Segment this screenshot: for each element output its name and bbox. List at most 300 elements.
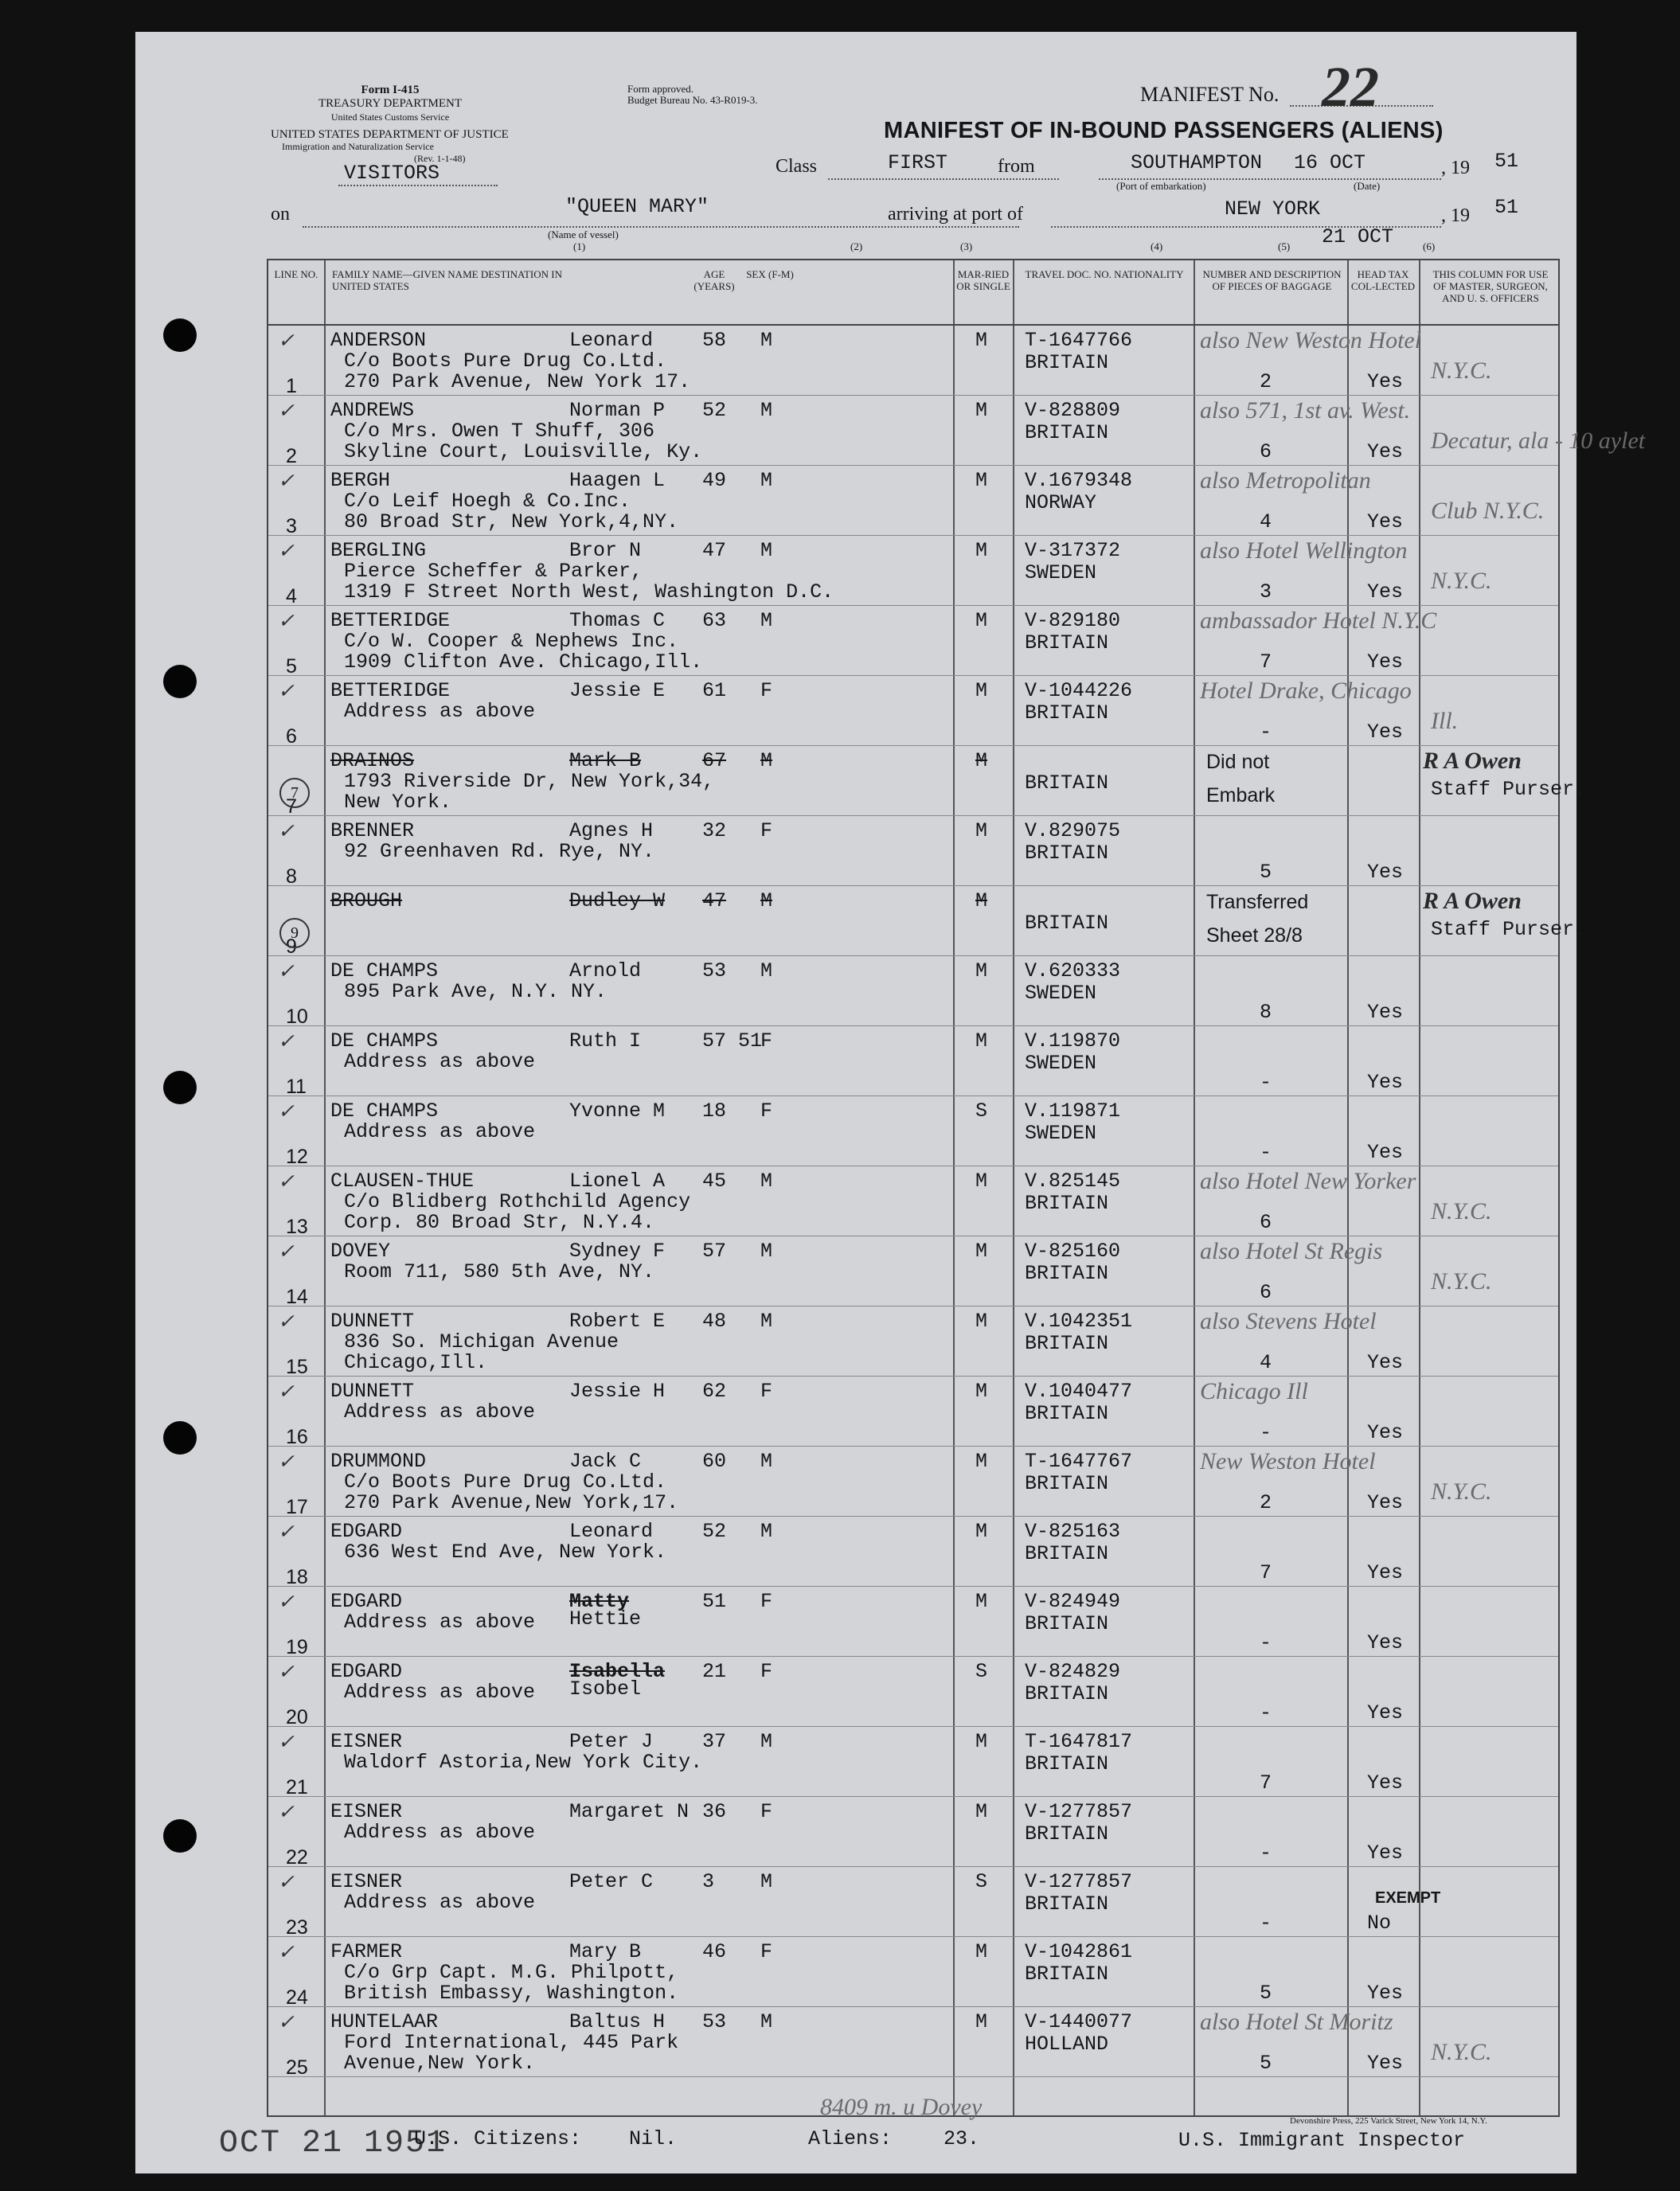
nationality: BRITAIN (1025, 1822, 1109, 1845)
line-check-mark: ✓ (278, 961, 295, 982)
address-line-2: 1319 F Street North West, Washington D.C. (344, 580, 834, 603)
nationality: BRITAIN (1025, 1542, 1109, 1565)
head-tax: Yes (1367, 1071, 1404, 1094)
family-name: DRAINOS (330, 749, 415, 772)
line-number: 9 (286, 935, 297, 958)
travel-doc-number: V-824829 (1025, 1660, 1121, 1683)
line-check-mark: ✓ (278, 1311, 295, 1333)
line-check-mark: ✓ (278, 541, 295, 562)
age: 49 (702, 469, 727, 492)
passenger-row (268, 1587, 1558, 1657)
given-name: Arnold (569, 959, 642, 982)
sex: M (760, 1240, 773, 1263)
age: 47 (702, 889, 727, 912)
baggage-count: 5 (1260, 2052, 1272, 2075)
on-label: on (271, 204, 290, 225)
line-number: 20 (286, 1706, 308, 1728)
line-check-mark: ✓ (278, 611, 295, 632)
nationality: SWEDEN (1025, 1122, 1097, 1145)
baggage-count: 7 (1260, 1561, 1272, 1584)
punch-hole (163, 1071, 197, 1104)
travel-doc-number: V.829075 (1025, 819, 1121, 842)
head-tax: Yes (1367, 1841, 1404, 1865)
given-name: Margaret N (569, 1800, 690, 1823)
address-line-1: C/o Boots Pure Drug Co.Ltd. (344, 1470, 667, 1494)
line-check-mark: ✓ (278, 1942, 295, 1963)
sex: F (760, 819, 773, 842)
given-name: Yvonne M (569, 1099, 666, 1123)
passenger-row (268, 1026, 1558, 1096)
marital-status: M (975, 1520, 988, 1543)
address-line-1: 1793 Riverside Dr, New York,34, (344, 770, 715, 793)
age: 53 (702, 2010, 727, 2033)
col-num-6: (6) (1423, 240, 1436, 252)
address-line-1: Address as above (344, 1400, 536, 1424)
travel-doc-number: V-825163 (1025, 1520, 1121, 1543)
marital-status: M (975, 1940, 988, 1963)
head-tax: Yes (1367, 510, 1404, 533)
sex: M (760, 889, 773, 912)
address-line-1: Address as above (344, 1120, 536, 1143)
officer-note-2: N.Y.C. (1431, 357, 1492, 384)
col-num-1: (1) (573, 240, 586, 252)
travel-doc-number: V-317372 (1025, 539, 1121, 562)
travel-doc-number: V.1679348 (1025, 469, 1133, 492)
marital-status: S (975, 1870, 988, 1893)
address-line-1: C/o Boots Pure Drug Co.Ltd. (344, 350, 667, 373)
sex: M (760, 1520, 773, 1543)
manifest-number: 22 (1322, 55, 1379, 119)
given-name: Leonard (569, 1520, 654, 1543)
address-line-1: C/o Mrs. Owen T Shuff, 306 (344, 420, 655, 443)
given-name: Ruth I (569, 1029, 642, 1053)
nationality: BRITAIN (1025, 1262, 1109, 1285)
line-check-mark: ✓ (278, 681, 295, 702)
line-check-mark: ✓ (278, 1521, 295, 1543)
line-number: 13 (286, 1216, 308, 1238)
vessel-caption: (Name of vessel) (548, 228, 619, 240)
age: 3 (702, 1870, 715, 1893)
travel-doc-number: V.119870 (1025, 1029, 1121, 1053)
passenger-row (268, 1166, 1558, 1236)
baggage-count: 6 (1260, 1281, 1272, 1304)
given-name: Peter C (569, 1870, 654, 1893)
from-label: from (998, 156, 1035, 177)
officer-note-1: Chicago Ill (1200, 1378, 1308, 1404)
family-name: DOVEY (330, 1240, 391, 1263)
head-tax: Yes (1367, 1982, 1404, 2005)
family-name: DRUMMOND (330, 1450, 427, 1473)
line-check-mark: ✓ (278, 471, 295, 492)
marital-status: M (975, 749, 988, 772)
family-name: BERGLING (330, 539, 427, 562)
head-tax: Yes (1367, 2052, 1404, 2075)
age: 51 (702, 1590, 727, 1613)
officer-note-2: Staff Purser. (1431, 778, 1587, 801)
age: 62 (702, 1380, 727, 1403)
given-name: Leonard (569, 329, 654, 352)
sex: F (760, 1800, 773, 1823)
address-line-2: Corp. 80 Broad Str, N.Y.4. (344, 1211, 655, 1234)
col-num-4: (4) (1151, 240, 1163, 252)
age: 57 (702, 1240, 727, 1263)
baggage-count: Transferred (1206, 891, 1309, 913)
approval-line-2: Budget Bureau No. 43-R019-3. (627, 94, 758, 106)
head-tax: Yes (1367, 1491, 1404, 1514)
age: 58 (702, 329, 727, 352)
address-line-2: New York. (344, 791, 452, 814)
manifest-table (267, 259, 1646, 2117)
address-line-1: C/o W. Cooper & Nephews Inc. (344, 630, 679, 653)
travel-doc-number: V.119871 (1025, 1099, 1121, 1123)
arrival-port: NEW YORK (1225, 197, 1321, 221)
age: 36 (702, 1800, 727, 1823)
line-number: 3 (286, 515, 297, 537)
line-check-mark: ✓ (278, 1662, 295, 1683)
form-number: Form I-415 (361, 84, 420, 96)
sex: M (760, 959, 773, 982)
given-name: Mark B (569, 749, 642, 772)
sex: M (760, 1870, 773, 1893)
given-name: Baltus H (569, 2010, 666, 2033)
officer-note-2: N.Y.C. (1431, 2039, 1492, 2065)
passenger-row (268, 1867, 1558, 1937)
passenger-row (268, 1447, 1558, 1517)
sex: M (760, 609, 773, 632)
marital-status: M (975, 1240, 988, 1263)
line-check-mark: ✓ (278, 1031, 295, 1053)
officer-note-1: also Hotel St Moritz (1200, 2009, 1393, 2035)
baggage-count: - (1260, 1141, 1272, 1164)
class-value: FIRST (888, 151, 948, 174)
line-number: 2 (286, 445, 297, 467)
line-check-mark: 7 (279, 778, 310, 808)
date-stamp: OCT 21 1951 (219, 2126, 447, 2162)
address-line-1: 636 West End Ave, New York. (344, 1541, 667, 1564)
passenger-row (268, 816, 1558, 886)
manifest-title: MANIFEST OF IN-BOUND PASSENGERS (ALIENS) (884, 118, 1444, 143)
address-line-1: 895 Park Ave, N.Y. NY. (344, 980, 608, 1003)
line-check-mark: ✓ (278, 1171, 295, 1193)
manifest-number-label: MANIFEST No. (1140, 83, 1280, 106)
officer-note-1: also New Weston Hotel (1200, 327, 1422, 353)
travel-doc-number: V.1040477 (1025, 1380, 1133, 1403)
age: 21 (702, 1660, 727, 1683)
address-line-2: Avenue,New York. (344, 2052, 536, 2075)
age: 47 (702, 539, 727, 562)
marital-status: S (975, 1660, 988, 1683)
nationality: BRITAIN (1025, 1472, 1109, 1495)
age: 57 51 (702, 1029, 763, 1053)
baggage-count: - (1260, 1071, 1272, 1094)
family-name: ANDERSON (330, 329, 427, 352)
given-name: Jack C (569, 1450, 642, 1473)
travel-doc-number: V-1042861 (1025, 1940, 1133, 1963)
visitors-label: VISITORS (344, 162, 440, 185)
passenger-row (268, 1657, 1558, 1727)
line-number: 21 (286, 1776, 308, 1798)
punch-hole (163, 1421, 197, 1455)
arrival-date: 21 OCT (1322, 225, 1394, 248)
line-check-mark: ✓ (278, 400, 295, 422)
travel-doc-number: V.825145 (1025, 1170, 1121, 1193)
age: 37 (702, 1730, 727, 1753)
address-line-1: C/o Leif Hoegh & Co.Inc. (344, 490, 631, 513)
line-check-mark: ✓ (278, 1732, 295, 1753)
nationality: BRITAIN (1025, 771, 1109, 795)
nationality: BRITAIN (1025, 1752, 1109, 1775)
address-line-2: Chicago,Ill. (344, 1351, 488, 1374)
nationality: BRITAIN (1025, 912, 1109, 935)
line-check-mark: ✓ (278, 330, 295, 352)
line-number: 18 (286, 1566, 308, 1588)
printer-credit: Devonshire Press, 225 Varick Street, New York 14, N.Y. (1290, 2116, 1487, 2126)
baggage-count: - (1260, 1912, 1272, 1935)
nationality: SWEDEN (1025, 561, 1097, 584)
nationality: SWEDEN (1025, 1052, 1097, 1075)
marital-status: M (975, 959, 988, 982)
age: 61 (702, 679, 727, 702)
officer-note-2: Ill. (1431, 708, 1459, 734)
nationality: BRITAIN (1025, 1892, 1109, 1916)
line-check-mark: ✓ (278, 1872, 295, 1893)
baggage-count: 2 (1260, 1491, 1272, 1514)
treasury-label: TREASURY DEPARTMENT (318, 97, 463, 110)
given-name: Dudley W (569, 889, 666, 912)
travel-doc-number: V.1042351 (1025, 1310, 1133, 1333)
given-name: Hettie (569, 1607, 642, 1631)
travel-doc-number: T-1647767 (1025, 1450, 1133, 1473)
marital-status: S (975, 1099, 988, 1123)
travel-doc-number: V-1277857 (1025, 1800, 1133, 1823)
nationality: BRITAIN (1025, 1192, 1109, 1215)
head-tax: Yes (1367, 1701, 1404, 1724)
age: 60 (702, 1450, 727, 1473)
col-header-married: MAR-RIED OR SINGLE (956, 268, 1010, 292)
line-number: 23 (286, 1916, 308, 1939)
marital-status: M (975, 1590, 988, 1613)
line-number: 5 (286, 655, 297, 678)
age: 45 (702, 1170, 727, 1193)
family-name: EDGARD (330, 1590, 403, 1613)
sex: M (760, 1730, 773, 1753)
baggage-count: 6 (1260, 440, 1272, 463)
officer-note-2: N.Y.C. (1431, 1478, 1492, 1505)
class-label: Class (776, 156, 818, 177)
sex: M (760, 469, 773, 492)
date-caption: (Date) (1354, 180, 1381, 192)
embarkation-date: 16 OCT (1294, 151, 1366, 174)
punch-hole (163, 665, 197, 698)
given-name: Jessie H (569, 1380, 666, 1403)
year-prefix-2: , 19 (1441, 205, 1470, 226)
nationality: BRITAIN (1025, 1402, 1109, 1425)
address-line-1: Waldorf Astoria,New York City. (344, 1751, 703, 1774)
col-header-travel-doc: TRAVEL DOC. NO. NATIONALITY (1025, 268, 1184, 280)
line-check-mark: ✓ (278, 1592, 295, 1613)
travel-doc-number: V-829180 (1025, 609, 1121, 632)
nationality: BRITAIN (1025, 351, 1109, 374)
family-name: EISNER (330, 1730, 403, 1753)
travel-doc-number: V.620333 (1025, 959, 1121, 982)
baggage-count: Did not (1206, 751, 1270, 773)
sex: M (760, 1450, 773, 1473)
address-line-2: 270 Park Avenue,New York,17. (344, 1491, 679, 1514)
officer-note-2: N.Y.C. (1431, 1198, 1492, 1224)
given-name: Haagen L (569, 469, 666, 492)
address-line-1: Address as above (344, 1611, 536, 1634)
family-name: BERGH (330, 469, 391, 492)
manifest-sheet (135, 32, 1646, 2173)
address-line-2: 270 Park Avenue, New York 17. (344, 370, 691, 393)
sex: F (760, 1380, 773, 1403)
officer-note-2: N.Y.C. (1431, 568, 1492, 594)
sex: M (760, 539, 773, 562)
col-header-age: AGE (YEARS) (693, 268, 735, 292)
line-number: 19 (286, 1636, 308, 1658)
justice-label: UNITED STATES DEPARTMENT OF JUSTICE (271, 128, 509, 141)
col-header-sex: SEX (F-M) (746, 268, 794, 280)
passenger-row (268, 606, 1558, 676)
head-tax: Yes (1367, 370, 1404, 393)
officer-note-2: Staff Purser. (1431, 918, 1587, 941)
vessel-name: "QUEEN MARY" (565, 195, 709, 218)
age: 32 (702, 819, 727, 842)
punch-hole (163, 1819, 197, 1853)
line-number: 14 (286, 1286, 308, 1308)
given-name: Agnes H (569, 819, 654, 842)
address-line-1: C/o Grp Capt. M.G. Philpott, (344, 1961, 679, 1984)
passenger-row (268, 1937, 1558, 2007)
officer-note-2: Club N.Y.C. (1431, 498, 1545, 524)
sex: F (760, 1029, 773, 1053)
col-header-line: LINE NO. (274, 268, 318, 280)
given-name: Sydney F (569, 1240, 666, 1263)
given-name: Norman P (569, 399, 666, 422)
age: 63 (702, 609, 727, 632)
marital-status: M (975, 469, 988, 492)
family-name: EISNER (330, 1870, 403, 1893)
passenger-row (268, 676, 1558, 746)
line-number: 12 (286, 1146, 308, 1168)
arrival-year: 51 (1494, 196, 1519, 219)
passenger-row (268, 466, 1558, 536)
address-line-1: 92 Greenhaven Rd. Rye, NY. (344, 840, 655, 863)
head-tax: Yes (1367, 1001, 1404, 1024)
officer-note-1: R A Owen (1423, 888, 1522, 914)
officer-note-1: ambassador Hotel N.Y.C (1200, 607, 1437, 634)
head-tax: Yes (1367, 580, 1404, 603)
family-name: DE CHAMPS (330, 1029, 439, 1053)
officer-note-1: EXEMPT (1375, 1889, 1441, 1907)
head-tax: Yes (1367, 1771, 1404, 1795)
family-name: EISNER (330, 1800, 403, 1823)
sex: F (760, 1099, 773, 1123)
baggage-count: 5 (1260, 861, 1272, 884)
marital-status: M (975, 1310, 988, 1333)
head-tax: Yes (1367, 1421, 1404, 1444)
passenger-row (268, 956, 1558, 1026)
aliens-value: 23. (944, 2127, 980, 2150)
nationality: BRITAIN (1025, 421, 1109, 444)
agency-block (271, 129, 509, 165)
line-number: 8 (286, 865, 297, 888)
address-line-1: Address as above (344, 1050, 536, 1073)
passenger-row (268, 746, 1587, 818)
marital-status: M (975, 1450, 988, 1473)
baggage-count: 5 (1260, 1982, 1272, 2005)
address-line-1: Pierce Scheffer & Parker, (344, 560, 643, 583)
line-number: 4 (286, 585, 297, 607)
head-tax: Yes (1367, 861, 1404, 884)
marital-status: M (975, 609, 988, 632)
arriving-label: arriving at port of (888, 204, 1023, 225)
given-name: Isobel (569, 1677, 642, 1701)
family-name: BETTERIDGE (330, 679, 451, 702)
family-name: CLAUSEN-THUE (330, 1170, 475, 1193)
passenger-row (268, 886, 1587, 958)
approval-block (627, 84, 758, 106)
family-name: EDGARD (330, 1520, 403, 1543)
col-header-name: FAMILY NAME—GIVEN NAME DESTINATION IN UNITED STATES (332, 268, 563, 292)
embarkation-port: SOUTHAMPTON (1131, 151, 1263, 174)
year-prefix: , 19 (1441, 158, 1470, 178)
officer-note-1: also Hotel New Yorker (1200, 1168, 1416, 1194)
line-number: 6 (286, 725, 297, 748)
aliens-label: Aliens: (808, 2127, 893, 2150)
marital-status: M (975, 1730, 988, 1753)
given-name: Peter J (569, 1730, 654, 1753)
line-number: 15 (286, 1356, 308, 1378)
col-num-3: (3) (960, 240, 973, 252)
head-tax: Yes (1367, 440, 1404, 463)
travel-doc-number: V-1044226 (1025, 679, 1133, 702)
head-tax: Yes (1367, 1631, 1404, 1654)
travel-doc-number: T-1647817 (1025, 1730, 1133, 1753)
baggage-count: - (1260, 721, 1272, 744)
head-tax: Yes (1367, 721, 1404, 744)
sex: M (760, 2010, 773, 2033)
travel-doc-number: T-1647766 (1025, 329, 1133, 352)
marital-status: M (975, 819, 988, 842)
nationality: BRITAIN (1025, 1332, 1109, 1355)
travel-doc-number: V-828809 (1025, 399, 1121, 422)
nationality: BRITAIN (1025, 631, 1109, 654)
line-check-mark: 9 (279, 918, 310, 948)
officer-note-1: also 571, 1st av. West. (1200, 397, 1411, 424)
marital-status: M (975, 1800, 988, 1823)
given-name: Lionel A (569, 1170, 666, 1193)
line-check-mark: ✓ (278, 1451, 295, 1473)
line-number: 10 (286, 1006, 308, 1028)
baggage-count: 4 (1260, 1351, 1272, 1374)
marital-status: M (975, 2010, 988, 2033)
given-name: Bror N (569, 539, 642, 562)
ins-label: Immigration and Naturalization Service (282, 141, 434, 152)
sex: M (760, 749, 773, 772)
family-name: DE CHAMPS (330, 959, 439, 982)
family-name: BETTERIDGE (330, 609, 451, 632)
marital-status: M (975, 1380, 988, 1403)
sex: M (760, 329, 773, 352)
age: 46 (702, 1940, 727, 1963)
age: 67 (702, 749, 727, 772)
officer-note-1: also Stevens Hotel (1200, 1308, 1377, 1334)
passenger-row (268, 1096, 1558, 1166)
nationality: BRITAIN (1025, 1612, 1109, 1635)
family-name: BROUGH (330, 889, 403, 912)
line-check-mark: ✓ (278, 1241, 295, 1263)
